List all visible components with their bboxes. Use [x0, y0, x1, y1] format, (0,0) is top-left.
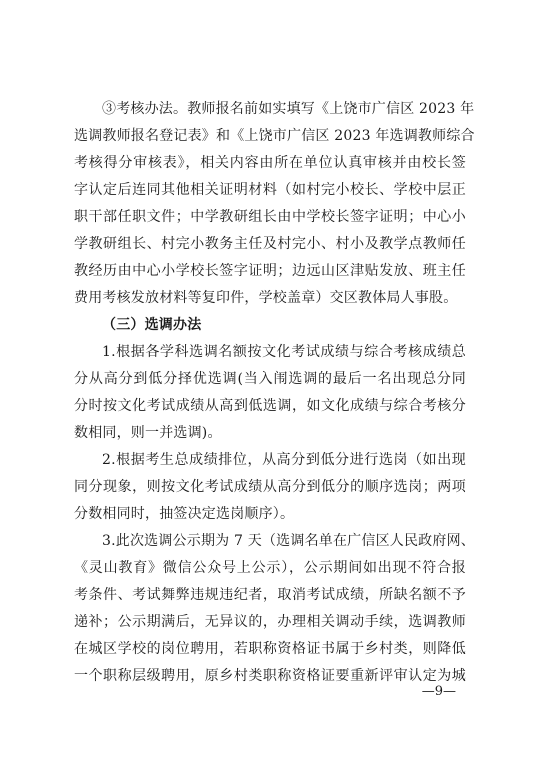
- paragraph-line: 数相同，则一并选调)。: [74, 425, 222, 441]
- paragraph-line: 递补；公示期满后，无异议的，办理相关调动手续，选调教师: [74, 614, 466, 630]
- paragraph-line: 在城区学校的岗位聘用，若职称资格证书属于乡村类，则降低: [74, 641, 466, 657]
- document-body: [74, 96, 475, 690]
- paragraph-line: 考条件、考试舞弊违规违纪者，取消考试成绩，所缺名额不予: [74, 587, 466, 603]
- paragraph-line: 分数相同时，抽签决定选岗顺序）。: [74, 506, 295, 522]
- paragraph-line: 1.根据各学科选调名额按文化考试成绩与综合考核成绩总: [102, 344, 466, 360]
- paragraph-line: 字认定后连同其他相关证明材料（如村完小校长、学校中层正: [74, 182, 466, 198]
- paragraph-line: ③考核办法。教师报名前如实填写《上饶市广信区 2023 年: [102, 101, 475, 117]
- paragraph-line: 考核得分审核表》，相关内容由所在单位认真审核并由校长签: [74, 155, 466, 171]
- paragraph-line: 职干部任职文件；中学教研组长由中学校长签字证明；中心小: [74, 209, 466, 225]
- paragraph-line: 选调教师报名登记表》和《上饶市广信区 2023 年选调教师综合: [74, 128, 475, 144]
- paragraph-line: 同分现象，则按文化考试成绩从高分到低分的顺序选岗；两项: [74, 479, 466, 495]
- paragraph-line: 一个职称层级聘用，原乡村类职称资格证要重新评审认定为城: [74, 668, 466, 684]
- paragraph-line: 教经历由中心小学校长签字证明；边远山区津贴发放、班主任: [74, 263, 466, 279]
- paragraph-line: 分时按文化考试成绩从高到低选调，如文化成绩与综合考核分: [74, 398, 466, 414]
- paragraph-line: 《灵山教育》微信公众号上公示），公示期间如出现不符合报: [74, 560, 466, 576]
- paragraph-line: 3.此次选调公示期为 7 天（选调名单在广信区人民政府网、: [102, 533, 475, 549]
- paragraph-line: 分从高分到低分择优选调(当入闱选调的最后一名出现总分同: [74, 371, 466, 387]
- paragraph-line: 2.根据考生总成绩排位，从高分到低分进行选岗（如出现: [102, 452, 466, 468]
- paragraph-line: 费用考核发放材料等复印件，学校盖章）交区教体局人事股。: [74, 290, 458, 306]
- paragraph-line: 学教研组长、村完小教务主任及村完小、村小及教学点教师任: [74, 236, 466, 252]
- page-number: —9—: [421, 684, 456, 699]
- section-heading: （三）选调办法: [102, 317, 202, 333]
